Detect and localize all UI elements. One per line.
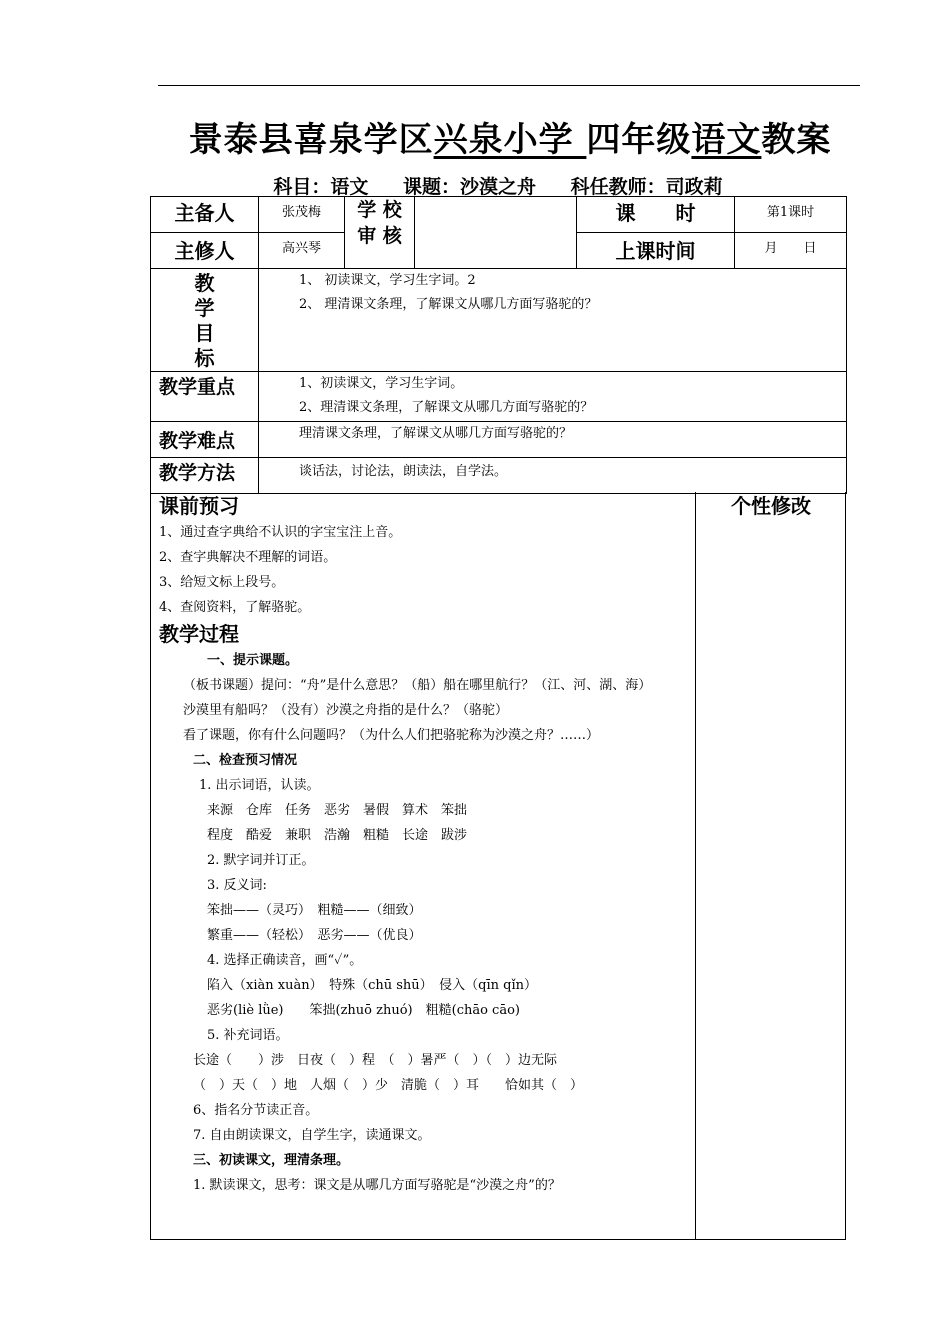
word-list: 来源 仓库 任务 恶劣 暑假 算术 笨拙 bbox=[207, 803, 468, 818]
lesson-body bbox=[150, 492, 846, 1240]
step-item: 3. 反义词: bbox=[207, 878, 267, 893]
top-rule bbox=[158, 85, 860, 86]
paragraph: 看了课题，你有什么问题吗？（为什么人们把骆驼称为沙漠之舟？……） bbox=[183, 728, 600, 743]
preview-item: 3、给短文标上段号。 bbox=[159, 575, 285, 590]
teacher-label: 科任教师：司政莉 bbox=[570, 176, 723, 198]
fill-in-row: （ ）天（ ）地 人烟（ ）少 清脆（ ）耳 恰如其（ ） bbox=[193, 1078, 584, 1093]
personal-edit-column bbox=[696, 492, 846, 520]
pronunciation-row: 恶劣(liè lǜe) 笨拙(zhuō zhuó) 粗糙(chāo cāo) bbox=[207, 1003, 520, 1018]
step-item: 1. 默读课文，思考：课文是从哪几方面写骆驼是“沙漠之舟”的？ bbox=[193, 1178, 561, 1193]
school-review-value bbox=[415, 197, 577, 269]
lesson-info-table bbox=[150, 196, 847, 494]
preview-item: 4、查阅资料，了解骆驼。 bbox=[159, 600, 311, 615]
process-heading: 教学过程 bbox=[159, 622, 239, 646]
objective-item: 2、 理清课文条理，了解课文从哪几方面写骆驼的？ bbox=[299, 297, 598, 312]
key-points-label: 教学重点 bbox=[151, 372, 259, 422]
preparer-value: 张茂梅 bbox=[259, 197, 345, 233]
period-value: 第1课时 bbox=[735, 197, 847, 233]
preparer-label: 主备人 bbox=[151, 197, 259, 233]
objective-item: 1、 初读课文，学习生字词。2 bbox=[299, 273, 476, 288]
paragraph: （板书课题）提问：“舟”是什么意思？（船）船在哪里航行？（江、河、湖、海） bbox=[183, 678, 652, 693]
period-label: 课 时 bbox=[577, 197, 735, 233]
lesson-content bbox=[159, 492, 691, 1198]
section-title: 一、提示课题。 bbox=[207, 653, 299, 668]
step-item: 5. 补充词语。 bbox=[207, 1028, 289, 1043]
preview-item: 2、查字典解决不理解的词语。 bbox=[159, 550, 337, 565]
topic-label: 课题：沙漠之舟 bbox=[402, 176, 536, 198]
difficulty-content: 理清课文条理，了解课文从哪几方面写骆驼的？ bbox=[259, 422, 847, 458]
step-item: 4. 选择正确读音，画“✓”。 bbox=[207, 953, 363, 968]
school-review-label: 学 校 审 核 bbox=[345, 197, 415, 269]
antonym-pair: 笨拙——（灵巧） 粗糙——（细致） bbox=[207, 903, 422, 918]
methods-label: 教学方法 bbox=[151, 458, 259, 494]
step-item: 6、指名分节读正音。 bbox=[193, 1103, 319, 1118]
step-item: 1. 出示词语，认读。 bbox=[199, 778, 320, 793]
step-item: 7. 自由朗读课文，自学生字，读通课文。 bbox=[193, 1128, 431, 1143]
pronunciation-row: 陷入（xiàn xuàn） 特殊（chū shū） 侵入（qīn qǐn） bbox=[207, 978, 537, 993]
paragraph: 沙漠里有船吗？（没有）沙漠之舟指的是什么？（骆驼） bbox=[183, 703, 509, 718]
subject-label: 科目：语文 bbox=[273, 176, 369, 198]
reviser-label: 主修人 bbox=[151, 233, 259, 269]
document-subtitle bbox=[150, 172, 846, 199]
preview-heading: 课前预习 bbox=[159, 494, 239, 518]
class-time-label: 上课时间 bbox=[577, 233, 735, 269]
fill-in-row: 长途（ ）涉 日夜（ ）程 （ ）暑严（ ）（ ）边无际 bbox=[193, 1053, 558, 1068]
key-points-content bbox=[259, 372, 847, 422]
document-title: 景泰县喜泉学区兴泉小学 四年级语文教案 bbox=[188, 120, 832, 160]
key-point-item: 1、初读课文，学习生字词。 bbox=[299, 376, 464, 391]
step-item: 2. 默字词并订正。 bbox=[207, 853, 315, 868]
section-title: 三、初读课文，理清条理。 bbox=[193, 1153, 350, 1168]
key-point-item: 2、理清课文条理，了解课文从哪几方面写骆驼的？ bbox=[299, 400, 594, 415]
objectives-content bbox=[259, 269, 847, 372]
methods-content: 谈话法，讨论法，朗读法，自学法。 bbox=[259, 458, 847, 494]
class-time-value: 月 日 bbox=[735, 233, 847, 269]
preview-item: 1、通过查字典给不认识的字宝宝注上音。 bbox=[159, 525, 402, 540]
section-title: 二、检查预习情况 bbox=[193, 753, 298, 768]
column-divider bbox=[695, 492, 696, 1239]
objectives-label: 教 学 目 标 bbox=[151, 269, 259, 372]
antonym-pair: 繁重——（轻松） 恶劣——（优良） bbox=[207, 928, 422, 943]
word-list: 程度 酷爱 兼职 浩瀚 粗糙 长途 跋涉 bbox=[207, 828, 468, 843]
reviser-value: 高兴琴 bbox=[259, 233, 345, 269]
difficulty-label: 教学难点 bbox=[151, 422, 259, 458]
personal-edit-heading: 个性修改 bbox=[731, 494, 811, 518]
